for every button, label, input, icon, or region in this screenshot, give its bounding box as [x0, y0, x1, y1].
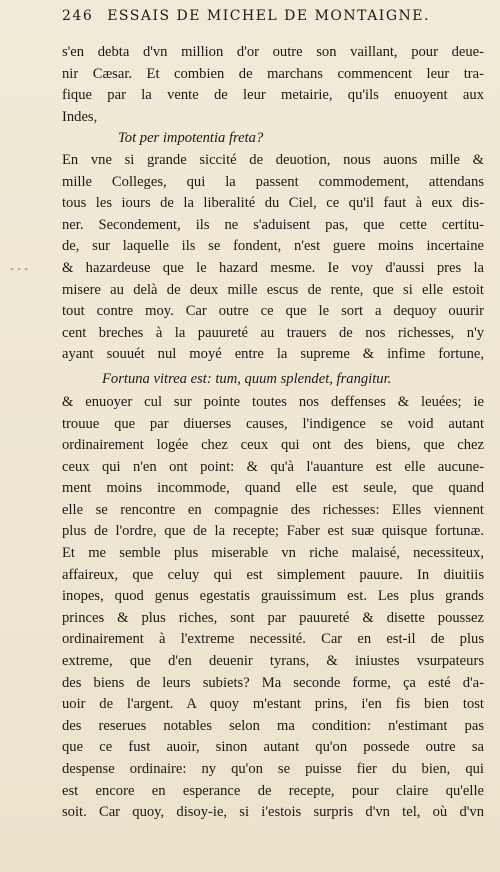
text-line: est encore en esperance de recepte, pour claire qu'elle	[62, 782, 484, 799]
text-line: que ce fust auoir, sinon autant qu'on possede outre sa	[62, 739, 484, 756]
text-line: Indes,	[62, 108, 98, 125]
text-line: cent breches à la pauureté au trauers de nos richesses, n'y	[62, 324, 484, 341]
text-line: ner. Secondement, ils ne s'aduisent pas, que cette certitu-	[62, 216, 484, 233]
text-line: inopes, quod genus egestatis grauissimum est. Les plus grands	[62, 588, 484, 605]
text-line: tous les iours de la liberalité du Ciel, ce qu'il faut à eux dis-	[62, 195, 484, 212]
running-title: ESSAIS DE MICHEL DE MONTAIGNE.	[107, 8, 430, 24]
margin-dashes: - - -	[10, 262, 29, 275]
text-line: tout contre moy. Car outre ce que le sort a dequoy ouurir	[62, 303, 484, 320]
latin-quote: Fortuna vitrea est: tum, quum splendet, frangitur.	[102, 370, 392, 387]
running-header	[62, 8, 482, 24]
text-line: despense ordinaire: ny qu'on se puisse fier du bien, qui	[62, 761, 484, 777]
text-line: ceux qui n'en ont point: & qu'à l'auanture est elle aucune-	[62, 458, 484, 475]
text-line: ordinairement à l'extreme necessité. Car en est-il de plus	[62, 631, 484, 648]
text-line: soit. Car quoy, disoy-ie, si i'estois surpris d'vn tel, où d'vn	[62, 804, 484, 821]
text-line: s'en debta d'vn million d'or outre son vaillant, pour deue-	[62, 44, 484, 60]
page-number: 246	[62, 8, 94, 24]
body-text	[62, 42, 484, 824]
text-line: nir Cæsar. Et combien de marchans commencent leur tra-	[62, 65, 484, 82]
text-line: ment moins incommode, quand elle est seule, que quand	[62, 480, 484, 497]
text-line: extreme, que d'en deuenir tyrans, & iniustes vsurpateurs	[62, 653, 484, 670]
text-line: & hazardeuse que le hazard mesme. Ie voy d'aussi pres la	[62, 259, 484, 276]
text-line: Et me semble plus miserable vn riche malaisé, necessiteux,	[62, 545, 484, 562]
text-line: elle se rencontre en compagnie des richesses: Elles viennent	[62, 501, 484, 518]
text-line: princes & plus riches, sont par pauureté & disette poussez	[62, 609, 484, 626]
text-line: trouue que par diuerses causes, l'indigence se void autant	[62, 415, 484, 432]
text-line: affaireux, que celuy qui est simplement pauure. In diuitiis	[62, 566, 484, 583]
text-line: & enuoyer cul sur pointe toutes nos deffenses & leuées; ie	[62, 393, 484, 410]
text-line: de, sur laquelle ils se fondent, n'est guere moins incertaine	[62, 238, 484, 255]
latin-quote: Tot per impotentia freta?	[118, 130, 264, 147]
text-line: uoir de l'argent. A quoy m'estant prins, i'en fis bien tost	[62, 696, 484, 713]
text-line: plus de l'ordre, que de la recepte; Faber est suæ quisque fortunæ.	[62, 523, 484, 540]
text-line: mille Colleges, qui la passent commodement, attendans	[62, 173, 484, 190]
text-line: En vne si grande siccité de deuotion, nous auons mille &	[62, 151, 484, 168]
text-line: fique par la vente de leur metairie, qu'ils enuoyent aux	[62, 87, 484, 104]
text-line: misere au delà de deux mille escus de rente, que si elle estoit	[62, 281, 484, 298]
text-line: ayant souuét nul moyé entre la supreme & infime fortune,	[62, 346, 484, 363]
text-line: ordinairement logée chez ceux qui ont des biens, que chez	[62, 437, 484, 454]
text-line: des reserues notables selon ma condition: n'estimant pas	[62, 717, 484, 734]
text-line: des biens de leurs subiets? Ma seconde forme, ça esté d'a-	[62, 674, 484, 691]
